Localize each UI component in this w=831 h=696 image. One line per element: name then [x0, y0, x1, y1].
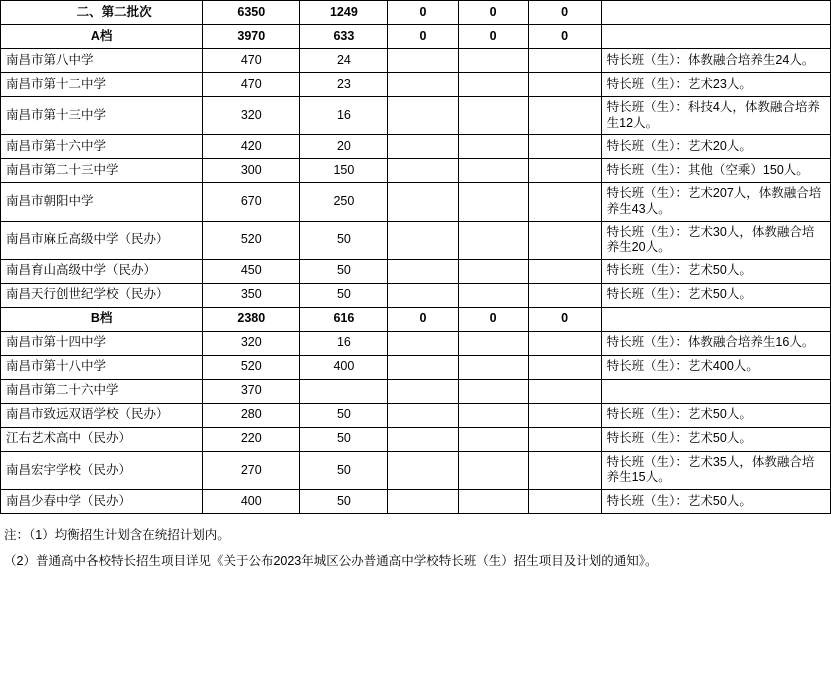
cell-col6 — [528, 49, 601, 73]
cell-col4 — [388, 403, 458, 427]
cell-col5 — [458, 159, 528, 183]
cell-remark: 特长班（生）：艺术207人，体教融合培养生43人。 — [601, 183, 830, 221]
cell-remark: 特长班（生）：体教融合培养生16人。 — [601, 331, 830, 355]
footnote: 注：（1）均衡招生计划含在统招计划内。 — [4, 528, 230, 542]
cell-special-plan: 50 — [300, 283, 388, 307]
cell-school-name: B档 — [1, 307, 203, 331]
cell-col4 — [388, 135, 458, 159]
cell-special-plan: 50 — [300, 221, 388, 259]
table-row — [1, 355, 831, 379]
table-row — [1, 97, 831, 135]
cell-col4 — [388, 259, 458, 283]
table-row — [1, 379, 831, 403]
cell-col4 — [388, 379, 458, 403]
cell-remark: 特长班（生）：其他（空乘）150人。 — [601, 159, 830, 183]
cell-col4 — [388, 97, 458, 135]
cell-col4: 0 — [388, 307, 458, 331]
cell-total-plan: 6350 — [203, 1, 300, 25]
cell-col5 — [458, 221, 528, 259]
cell-special-plan: 20 — [300, 135, 388, 159]
table-row — [1, 259, 831, 283]
cell-special-plan: 50 — [300, 259, 388, 283]
cell-col4: 0 — [388, 25, 458, 49]
cell-school-name: 南昌市第二十三中学 — [1, 159, 203, 183]
cell-col4 — [388, 490, 458, 514]
cell-col4 — [388, 183, 458, 221]
cell-remark: 特长班（生）：艺术35人，体教融合培养生15人。 — [601, 451, 830, 489]
cell-school-name: 南昌市第十八中学 — [1, 355, 203, 379]
table-row — [1, 331, 831, 355]
cell-school-name: 南昌天行创世纪学校（民办） — [1, 283, 203, 307]
cell-col5 — [458, 355, 528, 379]
cell-school-name: 南昌市致远双语学校（民办） — [1, 403, 203, 427]
cell-school-name: A档 — [1, 25, 203, 49]
cell-col6 — [528, 355, 601, 379]
cell-total-plan: 470 — [203, 49, 300, 73]
cell-total-plan: 670 — [203, 183, 300, 221]
cell-total-plan: 280 — [203, 403, 300, 427]
cell-special-plan: 16 — [300, 97, 388, 135]
cell-school-name: 二、第二批次 — [1, 1, 203, 25]
cell-total-plan: 450 — [203, 259, 300, 283]
cell-col6 — [528, 379, 601, 403]
cell-col6 — [528, 97, 601, 135]
cell-col6 — [528, 135, 601, 159]
cell-remark: 特长班（生）：艺术20人。 — [601, 135, 830, 159]
cell-school-name: 南昌育山高级中学（民办） — [1, 259, 203, 283]
cell-special-plan: 50 — [300, 403, 388, 427]
cell-school-name: 南昌宏宇学校（民办） — [1, 451, 203, 489]
cell-special-plan: 24 — [300, 49, 388, 73]
cell-col6: 0 — [528, 307, 601, 331]
table-row — [1, 307, 831, 331]
cell-col6 — [528, 283, 601, 307]
cell-col6 — [528, 403, 601, 427]
cell-total-plan: 420 — [203, 135, 300, 159]
cell-col6 — [528, 183, 601, 221]
table-row — [1, 221, 831, 259]
cell-col5 — [458, 135, 528, 159]
cell-special-plan: 150 — [300, 159, 388, 183]
table-row — [1, 451, 831, 489]
cell-school-name: 南昌市朝阳中学 — [1, 183, 203, 221]
cell-total-plan: 400 — [203, 490, 300, 514]
cell-remark: 特长班（生）：艺术50人。 — [601, 403, 830, 427]
cell-col4 — [388, 451, 458, 489]
cell-remark: 特长班（生）：艺术50人。 — [601, 427, 830, 451]
cell-remark: 特长班（生）：艺术50人。 — [601, 259, 830, 283]
cell-special-plan: 50 — [300, 451, 388, 489]
cell-col4 — [388, 355, 458, 379]
table-body — [1, 1, 831, 514]
cell-col4 — [388, 427, 458, 451]
cell-school-name: 南昌市第十三中学 — [1, 97, 203, 135]
cell-remark — [601, 1, 830, 25]
cell-special-plan: 1249 — [300, 1, 388, 25]
table-row — [1, 135, 831, 159]
cell-special-plan: 633 — [300, 25, 388, 49]
table-row — [1, 1, 831, 25]
cell-col4 — [388, 331, 458, 355]
cell-remark: 特长班（生）：艺术50人。 — [601, 283, 830, 307]
table-row — [1, 73, 831, 97]
footnote: （2）普通高中各校特长招生项目详见《关于公布2023年城区公办普通高中学校特长班（生）招生项目及计划的通知》。 — [4, 554, 658, 568]
table-row — [1, 490, 831, 514]
cell-school-name: 南昌市第十四中学 — [1, 331, 203, 355]
cell-col5 — [458, 490, 528, 514]
cell-col4: 0 — [388, 1, 458, 25]
cell-col5 — [458, 183, 528, 221]
cell-total-plan: 470 — [203, 73, 300, 97]
cell-total-plan: 350 — [203, 283, 300, 307]
cell-school-name: 南昌少春中学（民办） — [1, 490, 203, 514]
cell-total-plan: 320 — [203, 97, 300, 135]
cell-total-plan: 2380 — [203, 307, 300, 331]
cell-remark: 特长班（生）：艺术50人。 — [601, 490, 830, 514]
table-row — [1, 427, 831, 451]
cell-col6: 0 — [528, 25, 601, 49]
cell-special-plan: 250 — [300, 183, 388, 221]
cell-special-plan: 400 — [300, 355, 388, 379]
cell-col5: 0 — [458, 1, 528, 25]
cell-remark: 特长班（生）：艺术23人。 — [601, 73, 830, 97]
cell-total-plan: 370 — [203, 379, 300, 403]
cell-total-plan: 3970 — [203, 25, 300, 49]
table-row — [1, 159, 831, 183]
cell-col4 — [388, 73, 458, 97]
cell-total-plan: 270 — [203, 451, 300, 489]
cell-special-plan: 616 — [300, 307, 388, 331]
cell-school-name: 南昌市麻丘高级中学（民办） — [1, 221, 203, 259]
cell-col5 — [458, 73, 528, 97]
table-row — [1, 403, 831, 427]
cell-special-plan — [300, 379, 388, 403]
cell-col5 — [458, 331, 528, 355]
cell-school-name: 南昌市第八中学 — [1, 49, 203, 73]
cell-special-plan: 23 — [300, 73, 388, 97]
cell-col5 — [458, 379, 528, 403]
cell-school-name: 江右艺术高中（民办） — [1, 427, 203, 451]
cell-col5 — [458, 49, 528, 73]
cell-special-plan: 16 — [300, 331, 388, 355]
cell-school-name: 南昌市第十六中学 — [1, 135, 203, 159]
cell-remark — [601, 379, 830, 403]
cell-remark — [601, 307, 830, 331]
cell-total-plan: 300 — [203, 159, 300, 183]
table-row — [1, 25, 831, 49]
cell-col4 — [388, 283, 458, 307]
cell-remark: 特长班（生）：艺术30人，体教融合培养生20人。 — [601, 221, 830, 259]
cell-col6 — [528, 221, 601, 259]
cell-col6 — [528, 259, 601, 283]
cell-school-name: 南昌市第十二中学 — [1, 73, 203, 97]
cell-col6 — [528, 490, 601, 514]
cell-col5: 0 — [458, 25, 528, 49]
cell-total-plan: 520 — [203, 355, 300, 379]
cell-remark: 特长班（生）：体教融合培养生24人。 — [601, 49, 830, 73]
cell-col4 — [388, 221, 458, 259]
cell-col4 — [388, 49, 458, 73]
cell-school-name: 南昌市第二十六中学 — [1, 379, 203, 403]
cell-col5 — [458, 259, 528, 283]
cell-col5 — [458, 97, 528, 135]
cell-remark: 特长班（生）：艺术400人。 — [601, 355, 830, 379]
table-footnotes — [0, 514, 831, 574]
cell-remark: 特长班（生）：科技4人，体教融合培养生12人。 — [601, 97, 830, 135]
cell-total-plan: 520 — [203, 221, 300, 259]
cell-col6 — [528, 427, 601, 451]
cell-col6 — [528, 159, 601, 183]
cell-col5 — [458, 451, 528, 489]
table-row — [1, 183, 831, 221]
cell-col5 — [458, 283, 528, 307]
cell-total-plan: 320 — [203, 331, 300, 355]
cell-col4 — [388, 159, 458, 183]
cell-col5: 0 — [458, 307, 528, 331]
cell-total-plan: 220 — [203, 427, 300, 451]
cell-col5 — [458, 403, 528, 427]
cell-special-plan: 50 — [300, 427, 388, 451]
cell-remark — [601, 25, 830, 49]
table-row — [1, 49, 831, 73]
cell-col6 — [528, 73, 601, 97]
cell-col6: 0 — [528, 1, 601, 25]
cell-col6 — [528, 451, 601, 489]
table-row — [1, 283, 831, 307]
cell-special-plan: 50 — [300, 490, 388, 514]
cell-col6 — [528, 331, 601, 355]
cell-col5 — [458, 427, 528, 451]
